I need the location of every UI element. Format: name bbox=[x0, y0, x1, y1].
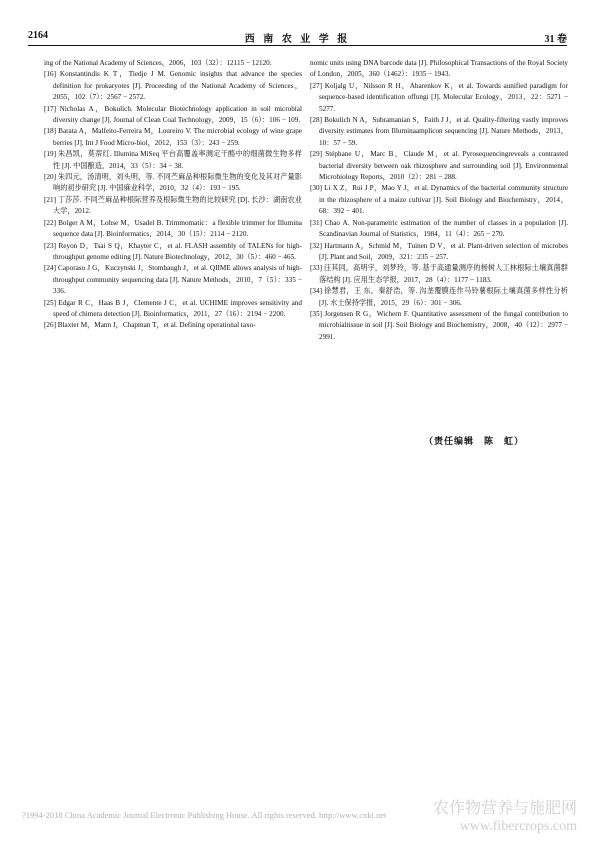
reference-item: [25] Edgar R C，Haas B J，Clemente J C，et al. UCHIME improves sensitivity and speed of chimera detection [J]. Bioinformatics，2011，27（16）：2194 − 2200. bbox=[44, 298, 302, 318]
reference-item: [17] Nicholas A，Bokulich. Molecular Biotechnology application in soil microbial diversity change [J]. Journal of Clean Coal Technology，2009，15（6）：106 − 109. bbox=[44, 104, 302, 125]
watermark-url: www.fibercrops.com bbox=[459, 819, 577, 834]
watermark-title: 农作物营养与施肥网 bbox=[432, 800, 577, 817]
reference-item: [32] Hartmann A，Schmid M，Tuinen D V，et al. Plant-driven selection of microbes [J]. Plant and Soil，2009，321：235 − 257. bbox=[310, 241, 568, 261]
reference-item: [29] Stéphane U，Marc B，Claude M，et al. Pyrosequencingreveals a contrasted bacterial diversity between oak rhizosphere and surrounding soil [J]. Environmental Microbiology Reports，2010（2）：281 − 288. bbox=[310, 150, 568, 182]
page-number: 2164 bbox=[28, 30, 48, 41]
running-header bbox=[28, 30, 567, 46]
reference-item: nomic units using DNA barcode data [J]. Philosophical Transactions of the Royal Society of London，2005，360（1462）：1935 − 1943. bbox=[310, 59, 568, 79]
journal-title: 西 南 农 业 学 报 bbox=[244, 34, 351, 45]
responsible-editor: （责任编辑 陈 虹） bbox=[424, 436, 525, 446]
reference-item: [28] Bokulich N A，Subramanian S，Faith J J，et al. Quality-filtering vastly improves diversity estimates from Illuminaamplicon sequencing [J]. Nature Methods，2013，10：57 − 59. bbox=[310, 116, 568, 147]
reference-item: ing of the National Academy of Sciences，2006，103（32）：12115 − 12120. bbox=[44, 59, 272, 67]
reference-item: [34] 徐慧君，王 东，秦舒浩，等. 沟垄覆膜连作马铃薯根际土壤真菌多样性分析 [J]. 水土保持学报，2015，29（6）：301 − 306. bbox=[310, 287, 568, 307]
reference-item: [22] Bolger A M，Lohse M，Usadel B. Trimmomatic：a flexible trimmer for Illumina sequence data [J]. Bioinformatics，2014，30（15）：2114 − 2120. bbox=[44, 218, 302, 239]
reference-item: [18] Barata A，Malfeito-Ferreira M，Loureiro V. The microbial ecology of wine grape berries [J]. Int J Food Micro-biol，2012，153（3）：243 − 259. bbox=[44, 127, 302, 147]
reference-item: [33] 汪其同，高明宇，刘梦玲，等. 基于高通量测序的杨树人工林根际土壤真菌群落结构 [J]. 应用生态学报，2017，28（4）：1177 − 1183. bbox=[310, 264, 568, 284]
reference-item: [19] 朱昌凯，莫蒂红. Illumina MiSeq 平台高覆盖率测定干酪中的细菌微生物多样性 [J]. 中国酿造，2014，33（5）：34 − 38. bbox=[44, 150, 302, 170]
copyright-footer: ?1994-2018 China Academic Journal Electronic Publishing House. All rights reserved. http://www.cnki.net bbox=[22, 810, 387, 820]
header-rule bbox=[28, 45, 567, 46]
reference-list-right bbox=[310, 58, 568, 343]
reference-item: [16] Konstantindis K T，Tiedje J M. Genomic insights that advance the species definition for prokaryotes [J]. Proceeding of the National Academy of Sciences，2055，102（7）：2567 − 2572. bbox=[44, 70, 302, 102]
reference-item: [20] 朱四元，汤清明，刘头明，等. 不同苎麻品种根际微生物的变化及其对产量影响的初步研究 [J]. 中国麻业科学，2010，32（4）：193 − 195. bbox=[44, 173, 302, 193]
reference-item: [24] Caporaso J G，Kuczynski J，Stombaugh J，et al. QIIME allows analysis of high-throughput community sequencing data [J]. Nature Methods，2010，7（5）：335 − 336. bbox=[44, 264, 302, 296]
reference-item: [31] Chao A. Non-parametric estimation of the number of classes in a population [J]. Scandinavian Journal of Statistics，1984，11（4）：265 − 270. bbox=[310, 218, 568, 239]
reference-item: [30] Li X Z，Rui J P，Mao Y J，et al. Dynamics of the bacterial community structure in the rhizosphere of a maize cultivar [J]. Soil Biology and Biochemistry，2014，68：392 − 401. bbox=[310, 184, 568, 216]
reference-item: [35] Jorgensen R G，Wichern F. Quantitative assessment of the fungal contribution to microbialtissue in soil [J]. Soil Biology and Biochemistry，2008，40（12）：2977 − 2991. bbox=[310, 309, 568, 341]
reference-list-left bbox=[44, 58, 302, 332]
site-watermark bbox=[433, 800, 577, 836]
reference-item: [23] Reyon D，Tsai S Q，Khayter C，et al. FLASH assembly of TALENs for high-throughput genome editing [J]. Nature Biotechnology，2012，30（5）：460 − 465. bbox=[44, 241, 302, 261]
volume-label: 31 卷 bbox=[544, 34, 567, 45]
reference-item: [26] Blaxter M，Mann J，Chapman T，et al. Defining operational taxo- bbox=[44, 321, 256, 330]
reference-item: [27] Koljalg U，Nilsson R H，Abarenkov K，et al. Towards aunified paradigm for sequence-based identification offungi [J]. Molecular Ecology，2013，22：5271 − 5277. bbox=[310, 81, 568, 113]
reference-item: [21] 丁莎莎. 不同苎麻品种根际营养及根际微生物的比较研究 [D]. 长沙：湖南农业大学，2012. bbox=[44, 195, 302, 216]
